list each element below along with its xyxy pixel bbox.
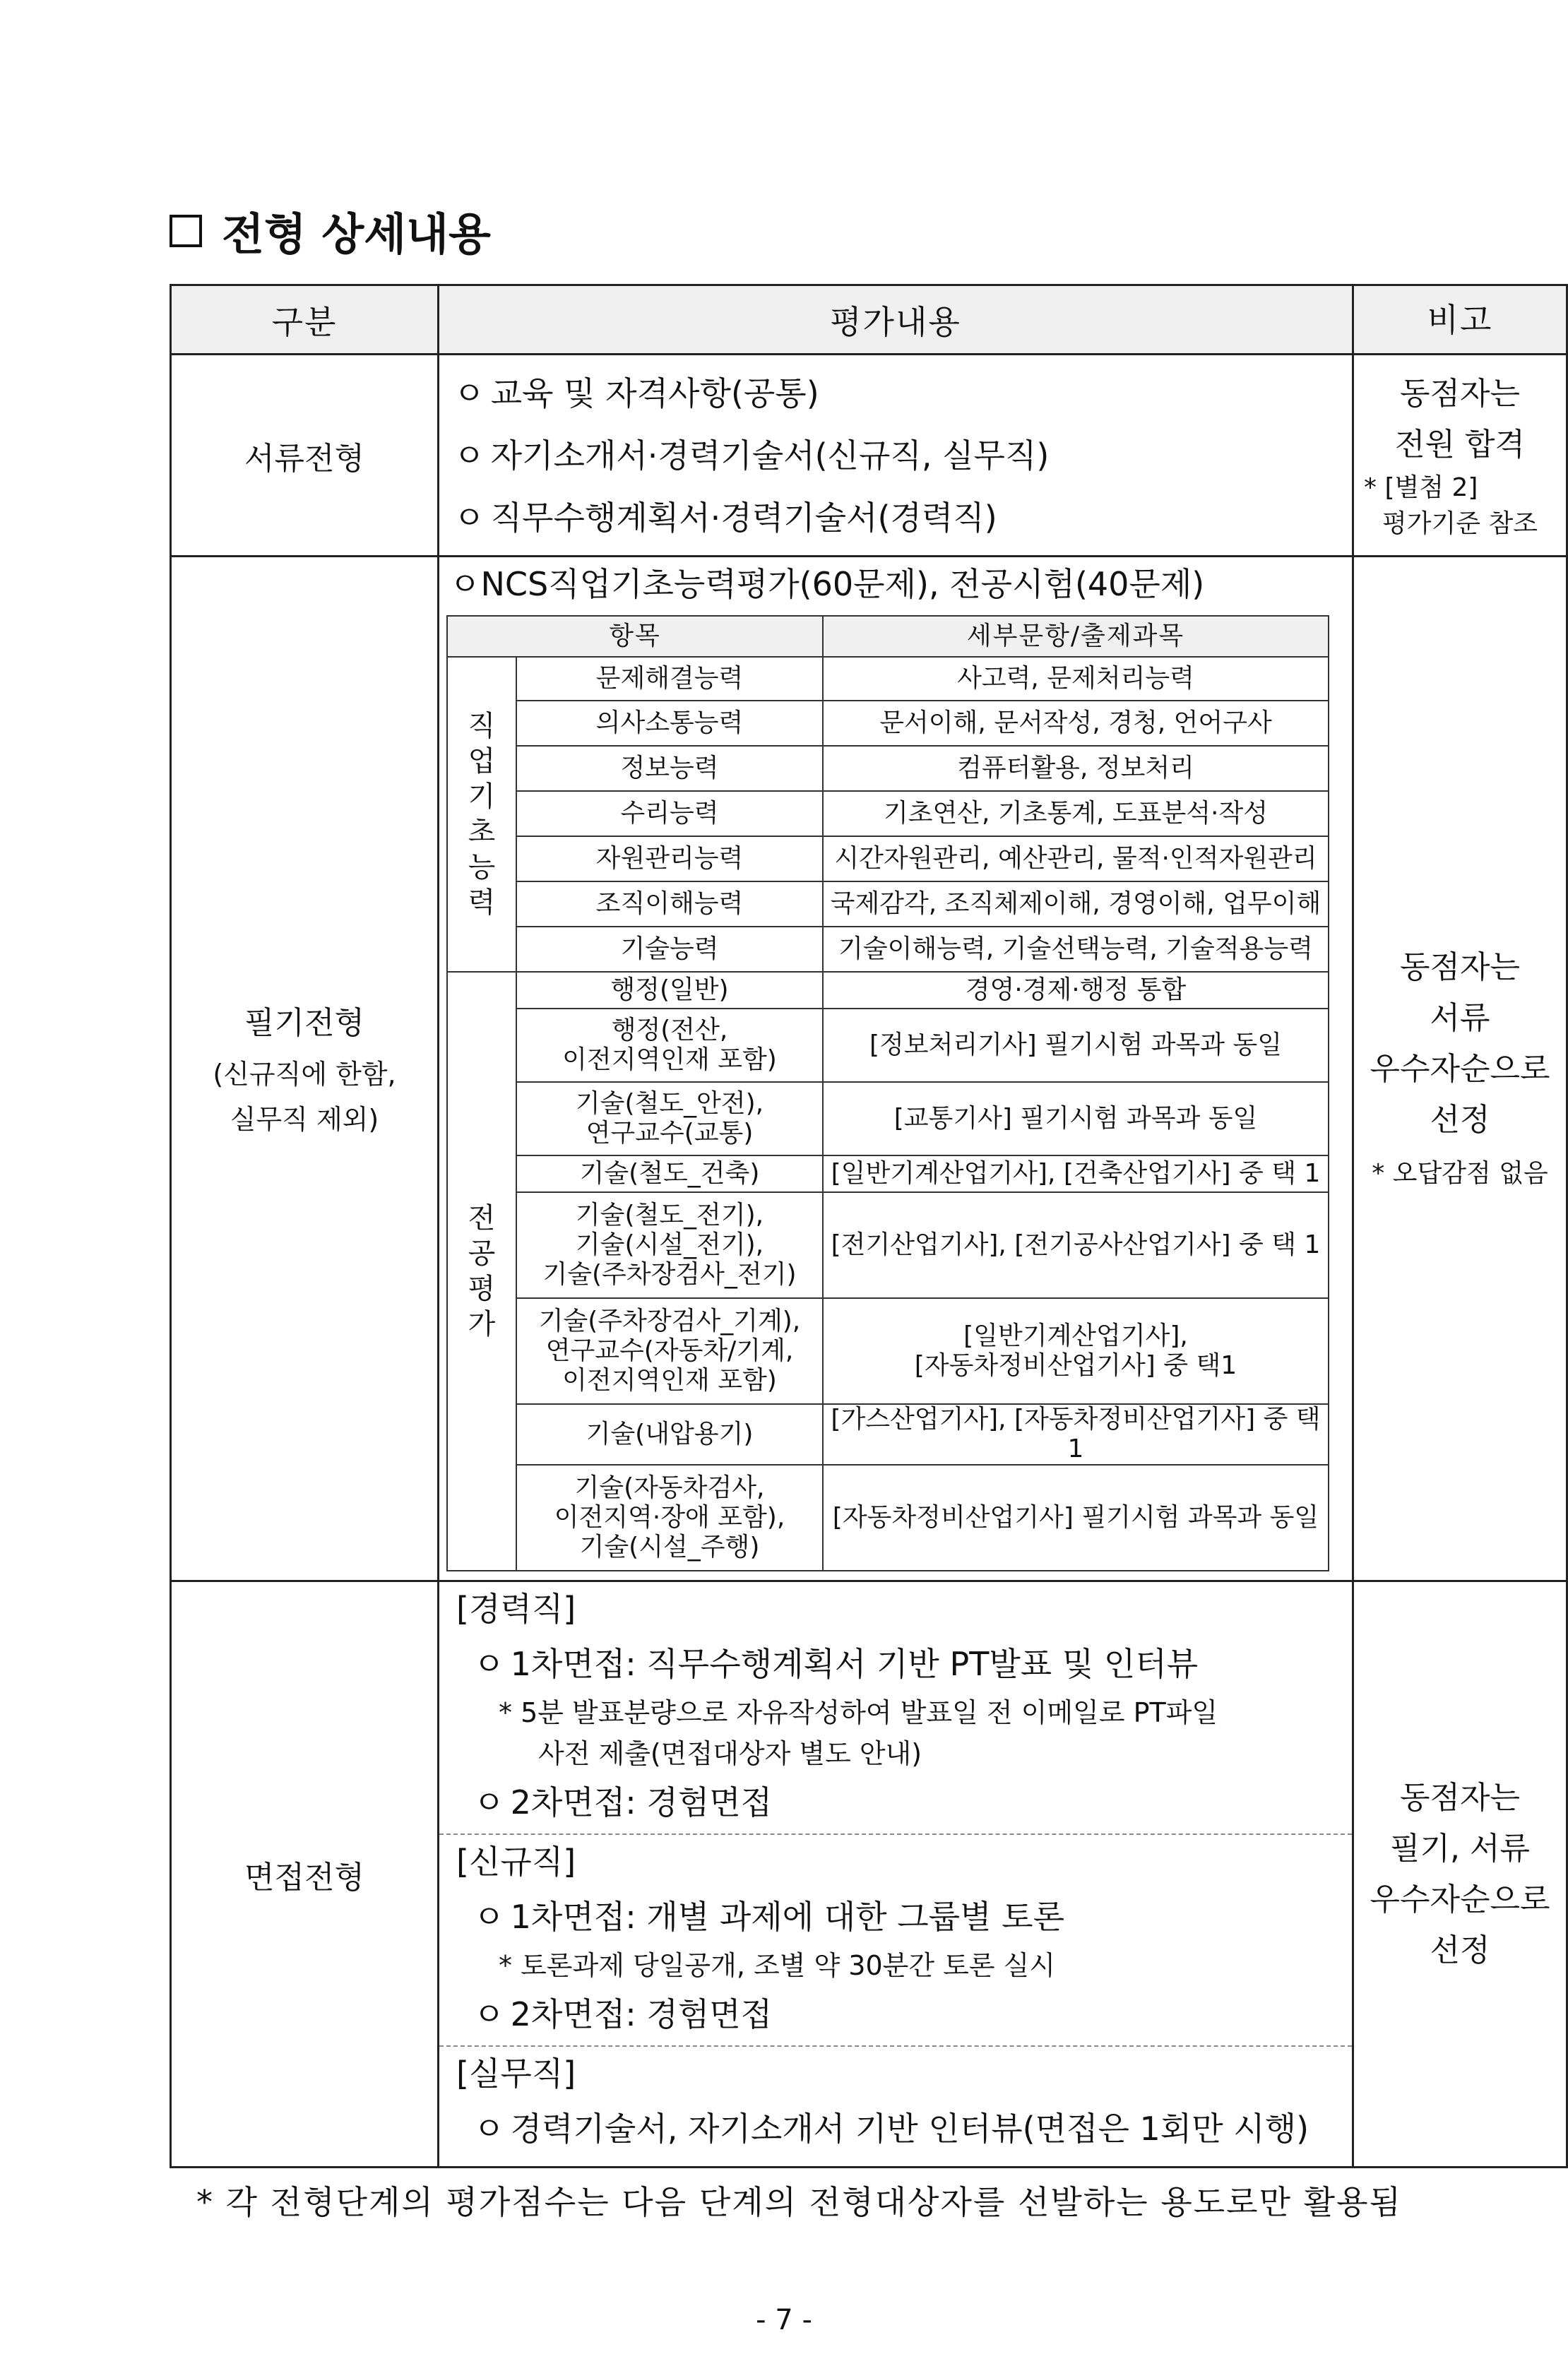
header-category: 구분 bbox=[171, 285, 439, 355]
table-row bbox=[447, 1192, 1329, 1298]
table-row bbox=[447, 1009, 1329, 1082]
subject-item: 수리능력 bbox=[516, 791, 823, 836]
table-row bbox=[447, 1465, 1329, 1571]
subject-item: 기술(철도_건축) bbox=[516, 1155, 823, 1192]
subject-detail: [일반기계산업기사], [자동차정비산업기사] 중 택1 bbox=[823, 1298, 1329, 1404]
interview-new: [신규직] ㅇ 1차면접: 개별 과제에 대한 그룹별 토론 * 토론과제 당일공개, 조별 약 30분간 토론 실시 ㅇ 2차면접: 경험면접 bbox=[456, 1843, 1065, 2033]
document-screening-content bbox=[439, 355, 1353, 557]
exam-subject-table bbox=[446, 615, 1329, 1571]
table-row bbox=[447, 1298, 1329, 1404]
list-item: ㅇ 직무수행계획서·경력기술서(경력직) bbox=[453, 498, 997, 537]
subject-item: 조직이해능력 bbox=[516, 881, 823, 927]
interview-career: [경력직] ㅇ 1차면접: 직무수행계획서 기반 PT발표 및 인터뷰 * 5분 발표분량으로 자유작성하여 발표일 전 이메일로 PT파일 사전 제출(면접대상자 별도 안내) ㅇ 2차면접: 경험면접 bbox=[456, 1590, 1218, 1821]
group-label: 직 업 기 초 능 력 bbox=[447, 657, 516, 972]
subject-item: 문제해결능력 bbox=[516, 657, 823, 701]
interview-remarks: 동점자는 필기, 서류 우수자순으로 선정 bbox=[1353, 1581, 1567, 2168]
subject-detail: [자동차정비산업기사] 필기시험 과목과 동일 bbox=[823, 1465, 1329, 1571]
exam-subject-header: 항목 세부문항/출제과목 bbox=[447, 616, 1329, 657]
table-row bbox=[447, 1082, 1329, 1155]
subject-detail: [정보처리기사] 필기시험 과목과 동일 bbox=[823, 1009, 1329, 1082]
written-exam-content bbox=[439, 557, 1353, 1581]
table-row bbox=[447, 972, 1329, 1009]
section-title-text: 전형 상세내용 bbox=[222, 208, 491, 260]
table-row bbox=[447, 1404, 1329, 1465]
footnote: * 각 전형단계의 평가점수는 다음 단계의 전형대상자를 선발하는 용도로만 활용됨 bbox=[196, 2183, 1402, 2221]
subject-item: 기술능력 bbox=[516, 927, 823, 972]
subject-item: 기술(주차장검사_기계), 연구교수(자동차/기계, 이전지역인재 포함) bbox=[516, 1298, 823, 1404]
subject-detail: 컴퓨터활용, 정보처리 bbox=[823, 746, 1329, 791]
subject-detail: 사고력, 문제처리능력 bbox=[823, 657, 1329, 701]
interview-content bbox=[439, 1581, 1353, 2168]
written-exam-label: 필기전형 (신규직에 한함, 실무직 제외) bbox=[171, 557, 439, 1581]
subject-detail: 경영·경제·행정 통합 bbox=[823, 972, 1329, 1009]
subject-detail: [교통기사] 필기시험 과목과 동일 bbox=[823, 1082, 1329, 1155]
subject-detail: [전기산업기사], [전기공사산업기사] 중 택 1 bbox=[823, 1192, 1329, 1298]
subject-detail: 시간자원관리, 예산관리, 물적·인적자원관리 bbox=[823, 836, 1329, 881]
table-row bbox=[447, 791, 1329, 836]
table-row bbox=[447, 881, 1329, 927]
written-exam-remarks: 동점자는 서류 우수자순으로 선정 * 오답감점 없음 bbox=[1353, 557, 1567, 1581]
subject-item: 기술(철도_전기), 기술(시설_전기), 기술(주차장검사_전기) bbox=[516, 1192, 823, 1298]
interview-label: 면접전형 bbox=[171, 1581, 439, 2168]
section-title bbox=[170, 199, 491, 262]
subject-item: 행정(일반) bbox=[516, 972, 823, 1009]
page-number: - 7 - bbox=[756, 2304, 812, 2336]
group-label: 전 공 평 가 bbox=[447, 972, 516, 1571]
written-exam-intro: ㅇNCS직업기초능력평가(60문제), 전공시험(40문제) bbox=[449, 565, 1205, 603]
document-screening-row bbox=[171, 355, 1567, 557]
subject-detail: [가스산업기사], [자동차정비산업기사] 중 택 1 bbox=[823, 1404, 1329, 1465]
interview-practical: [실무직] ㅇ 경력기술서, 자기소개서 기반 인터뷰(면접은 1회만 시행) bbox=[456, 2055, 1309, 2148]
interview-row bbox=[171, 1581, 1567, 2168]
table-row bbox=[447, 927, 1329, 972]
subject-item: 기술(내압용기) bbox=[516, 1404, 823, 1465]
subject-detail: 문서이해, 문서작성, 경청, 언어구사 bbox=[823, 701, 1329, 746]
subject-item: 기술(철도_안전), 연구교수(교통) bbox=[516, 1082, 823, 1155]
table-row bbox=[447, 746, 1329, 791]
subject-detail: [일반기계산업기사], [건축산업기사] 중 택 1 bbox=[823, 1155, 1329, 1192]
header-content: 평가내용 bbox=[439, 285, 1353, 355]
subject-detail: 기술이해능력, 기술선택능력, 기술적용능력 bbox=[823, 927, 1329, 972]
checkbox-square-icon bbox=[170, 215, 202, 247]
major-exam-group bbox=[447, 972, 1329, 1571]
header-remarks: 비고 bbox=[1353, 285, 1567, 355]
subject-item: 행정(전산, 이전지역인재 포함) bbox=[516, 1009, 823, 1082]
basic-competency-group bbox=[447, 657, 1329, 972]
subject-item: 의사소통능력 bbox=[516, 701, 823, 746]
list-item: ㅇ 자기소개서·경력기술서(신규직, 실무직) bbox=[453, 436, 1050, 475]
subject-item: 기술(자동차검사, 이전지역·장애 포함), 기술(시설_주행) bbox=[516, 1465, 823, 1571]
table-row bbox=[447, 701, 1329, 746]
document-screening-label: 서류전형 bbox=[171, 355, 439, 557]
subject-item: 정보능력 bbox=[516, 746, 823, 791]
written-exam-row bbox=[171, 557, 1567, 1581]
subject-detail: 기초연산, 기초통계, 도표분석·작성 bbox=[823, 791, 1329, 836]
table-row bbox=[447, 657, 1329, 701]
list-item: ㅇ 교육 및 자격사항(공통) bbox=[453, 374, 819, 412]
table-row bbox=[447, 836, 1329, 881]
subject-detail: 국제감각, 조직체제이해, 경영이해, 업무이해 bbox=[823, 881, 1329, 927]
document-screening-remarks: 동점자는 전원 합격 * [별첨 2] 평가기준 참조 bbox=[1353, 355, 1567, 557]
subject-item: 자원관리능력 bbox=[516, 836, 823, 881]
table-row bbox=[447, 1155, 1329, 1192]
table-header-row bbox=[171, 285, 1567, 355]
selection-detail-table bbox=[170, 284, 1568, 2168]
